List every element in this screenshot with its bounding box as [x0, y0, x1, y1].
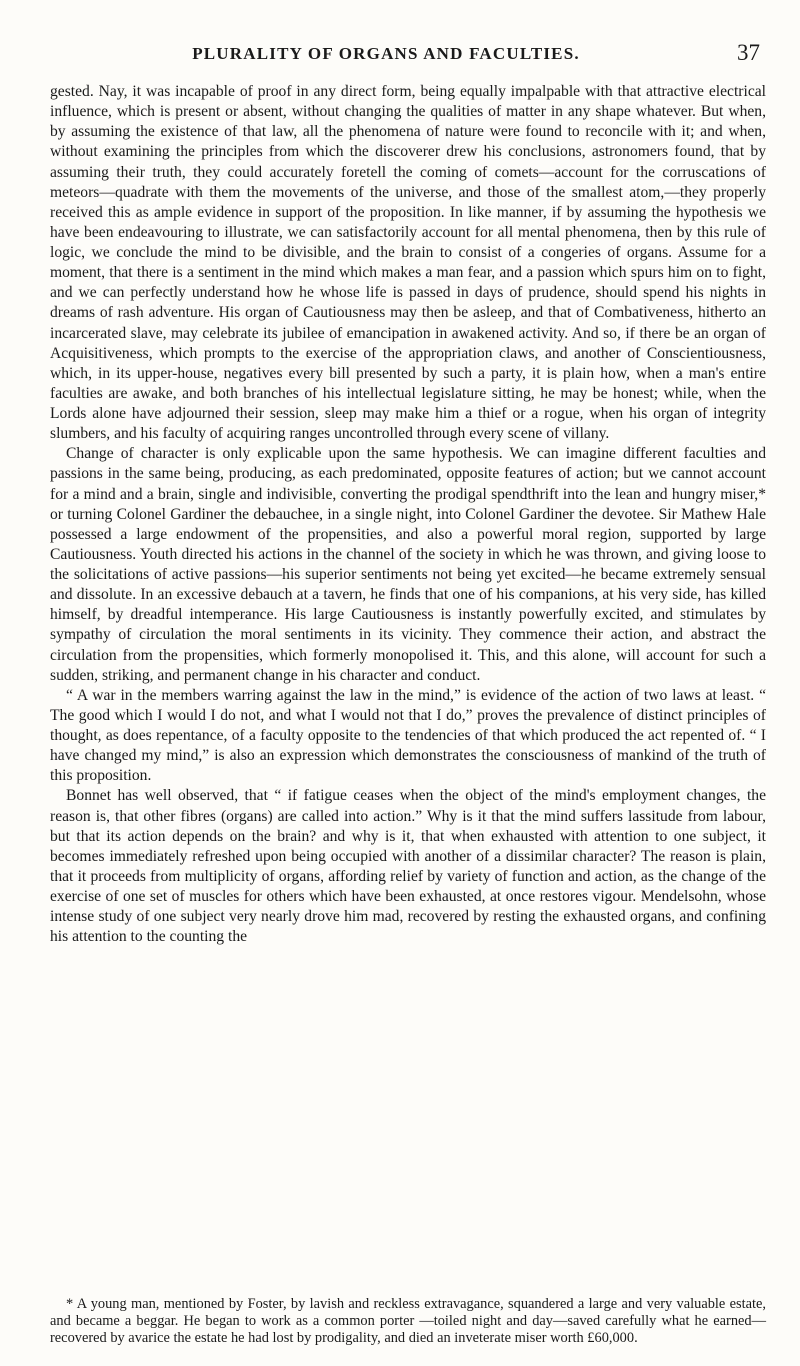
paragraph-bonnet: Bonnet has well observed, that “ if fatigue ceases when the object of the mind's employment changes, the reason is, that other fibres (organs) are called into action.” Why is it that the mind suffers lassitude from labour, but that its action depends on the brain? and why is it, that when exhausted with attention to one subject, it becomes immediately refreshed upon being occupied with another of a dissimilar character? The reason is plain, that it proceeds from multiplicity of organs, affording relief by variety of function and action, as the change of the exercise of one set of muscles for others which have been exhausted, at once restores vigour. Mendelsohn, whose intense study of one subject very nearly drove him mad, recovered by resting the exhausted organs, and confining his attention to the counting the — [50, 787, 766, 946]
paragraph-continued: gested. Nay, it was incapable of proof in any direct form, being equally impalpable with that attractive electrical influence, which is present or absent, without changing the qualities of matter in any shape whatever. But when, by assuming the existence of that law, all the phenomena of nature were found to reconcile with it; and when, without examining the principles from which the discoverer drew his conclusions, astronomers found, that by assuming their truth, they could accurately foretell the coming of comets—account for the corruscations of meteors—quadrate with them the movements of the universe, and those of the smallest atom,—they properly received this as ample evidence in support of the proposition. In like manner, if by assuming the hypothesis we have been endeavouring to illustrate, we can satisfactorily account for all mental phenomena, then by this rule of logic, we conclude the mind to be divisible, and the brain to consist of a congeries of organs. Assume for a moment, that there is a sentiment in the mind which makes a man fear, and a passion which spurs him on to fight, and we can perfectly understand how he whose life is passed in days of prudence, should spend his nights in dreams of rash adventure. His organ of Cautiousness may then be asleep, and that of Combativeness, hitherto an incarcerated slave, may celebrate its jubilee of emancipation in awakened activity. And so, if there be an organ of Acquisitiveness, which prompts to the exercise of the appropriation claws, and another of Conscientiousness, which, in its upper-house, negatives every bill presented by such a party, it is plain how, when a man's entire faculties are awake, and both branches of his intellectual legislature sitting, he may be honest; while, when the Lords alone have adjourned their session, sleep may make him a thief or a rogue, when his organ of integrity slumbers, and his faculty of acquiring ranges uncontrolled through every scene of villany. — [50, 83, 766, 443]
body-text — [50, 82, 766, 947]
page-number: 37 — [737, 40, 760, 65]
footnote — [50, 1296, 766, 1348]
page-header — [52, 42, 760, 72]
paragraph-change-of-character: Change of character is only explicable upon the same hypothesis. We can imagine different faculties and passions in the same being, producing, as each predominated, opposite features of action; but we cannot account for a mind and a brain, single and indivisible, converting the prodigal spendthrift into the lean and hungry miser,* or turning Colonel Gardiner the debauchee, in a single night, into Colonel Gardiner the devotee. Sir Mathew Hale possessed a large endowment of the propensities, and also a powerful moral region, supported by large Cautiousness. Youth directed his actions in the channel of the society in which he was thrown, and giving loose to the solicitations of active passions—his superior sentiments not being yet excited—he became extremely sensual and dissolute. In an excessive debauch at a tavern, he finds that one of his companions, at his very side, has killed himself, by dreadful intemperance. His large Cautiousness is instantly powerfully excited, and stimulates by sympathy of circulation the moral sentiments in its vicinity. They commence their action, and abstract the circulation from the propensities, which formerly monopolised it. This, and this alone, will account for such a sudden, striking, and permanent change in his character and conduct. — [50, 445, 766, 684]
paragraph-war-in-the-members: “ A war in the members warring against the law in the mind,” is evidence of the action of two laws at least. “ The good which I would I do not, and what I would not that I do,” proves the prevalence of distinct principles of thought, as does repentance, of a faculty opposite to the tendencies of that which produced the act repented of. “ I have changed my mind,” is also an expression which demonstrates the consciousness of mankind of the truth of this proposition. — [50, 686, 766, 785]
running-head: PLURALITY OF ORGANS AND FACULTIES. — [192, 44, 580, 63]
footnote-text: * A young man, mentioned by Foster, by lavish and reckless extravagance, squandered a large and very valuable estate, and became a beggar. He began to work as a common porter —toiled night and day—saved carefully what he earned—recovered by avarice the estate he had lost by prodigality, and died an inveterate miser worth £60,000. — [50, 1296, 766, 1347]
